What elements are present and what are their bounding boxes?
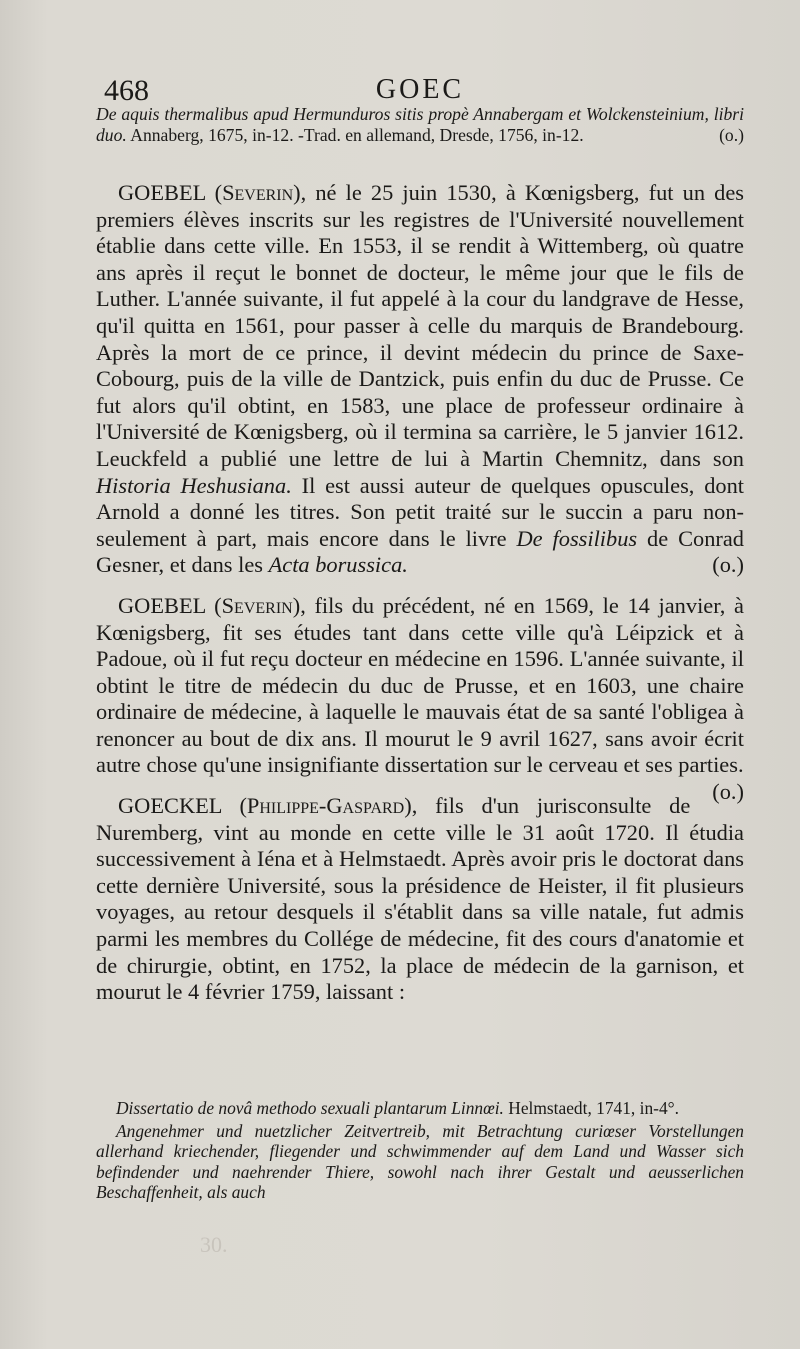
entry-sign: (o.)	[712, 552, 744, 578]
running-head: GOEC	[375, 74, 465, 105]
page-number: 468	[104, 74, 149, 107]
intro-imprint: Annaberg, 1675, in-12. -Trad. en allemand, Dresde, 1756, in-12.	[130, 125, 584, 145]
entry-text: de Conrad Gesner, et dans les	[96, 525, 744, 578]
bibliography-item	[96, 1098, 744, 1119]
entry-forename: Severin	[221, 592, 293, 618]
entries-body	[96, 180, 744, 1006]
intro-citation	[96, 104, 744, 146]
entry-text: Il est aussi auteur de quelques opuscules, dont Arnold a donné les titres. Son petit traité sur le succin a paru non-seulement à part, mais encore dans le livre	[96, 472, 744, 551]
entry-work-title: De fossilibus	[516, 525, 638, 551]
entry-name: GOEBEL	[118, 180, 206, 205]
entry-sign: (o.)	[712, 779, 744, 805]
entry-forename: Philippe-Gaspard	[246, 793, 405, 819]
entry-goebel-severin-senior: GOEBEL (Severin), né le 25 juin 1530, à Kœnigsberg, fut un des premiers élèves inscrits sur les registres de l'Université nouvellement établie dans cette ville. En 1553, il se rendit à Wittemberg, où quatre ans après il reçut le bonnet de docteur, le même jour que le fils de Luther. L'année suivante, il fut appelé à la cour du landgrave de Hesse, qu'il quitta en 1561, pour passer à celle du marquis de Brandebourg. Après la mort de ce prince, il devint médecin du prince de Saxe-Cobourg, puis de la ville de Dantzick, puis enfin du duc de Prusse. Ce fut alors qu'il obtint, en 1583, une place de professeur ordinaire à l'Université de Kœnigsberg, où il termina sa carrière, le 5 janvier 1612. Leuckfeld a publié une lettre de lui à Martin Chemnitz, dans son Historia Heshusiana. Il est aussi auteur de quelques opuscules, dont Arnold a donné les titres. Son petit traité sur le succin a paru non-seulement à part, mais encore dans le livre De fossilibus de Conrad Gesner, et dans les Acta borussica. (o.)	[96, 180, 744, 578]
bib-imprint: Helmstaedt, 1741, in-4°.	[503, 1098, 679, 1118]
bibliography-item	[96, 1121, 744, 1203]
bib-title: Angenehmer und nuetzlicher Zeitvertreib, mit Betrachtung curiœser Vorstellungen allerhand kriechender, fliegender und schwimmender auf dem Land und Wasser sich befindender und naehrender Thiere, sowohl nach ihrer Gestalt und aeusserlichen Beschaffenheit, als auch	[96, 1120, 744, 1202]
entry-work-title: Acta borussica.	[268, 552, 408, 578]
bibliography-list	[96, 1098, 744, 1205]
entry-text: , fils du précédent, né en 1569, le 14 janvier, à Kœnigsberg, fit ses études tant dans cette ville qu'à Léipzick et à Padoue, où il fut reçu docteur en médecine en 1596. L'année suivante, il obtint le titre de médecin du duc de Prusse, et en 1603, une chaire ordinaire de médecine, à laquelle le mauvais état de sa santé l'obligea à renoncer au bout de dix ans. Il mourut le 9 avril 1627, sans avoir écrit autre chose qu'une insignifiante dissertation sur le cerveau et ses parties.	[96, 592, 744, 778]
bib-title: Dissertatio de novâ methodo sexuali plantarum Linnœi.	[116, 1098, 504, 1118]
entry-text: , fils d'un jurisconsulte de Nuremberg, vint au monde en cette ville le 31 août 1720. Il étudia successivement à Iéna et à Helmstaedt. Après avoir pris le doctorat dans cette dernière Université, sous la présidence de Heister, il fit plusieurs voyages, au retour desquels il s'établit dans sa ville natale, fut admis parmi les membres du Collége de médecine, fit des cours d'anatomie et de chirurgie, obtint, en 1752, la place de médecin de la garnison, et mourut le 4 février 1759, laissant :	[96, 793, 744, 1005]
entry-work-title: Historia Heshusiana.	[96, 472, 292, 498]
entry-name: GOECKEL	[118, 793, 222, 819]
entry-forename: Severin	[222, 180, 294, 205]
bleed-through-mark: 30.	[200, 1232, 228, 1257]
entry-text: , né le 25 juin 1530, à Kœnigsberg, fut un des premiers élèves inscrits sur les registres de l'Université nouvellement établie dans cette ville. En 1553, il se rendit à Wittemberg, où quatre ans après il reçut le bonnet de docteur, le même jour que le fils de Luther. L'année suivante, il fut appelé à la cour du landgrave de Hesse, qu'il quitta en 1561, pour passer à celle du marquis de Brandebourg. Après la mort de ce prince, il devint médecin du prince de Saxe-Cobourg, puis de la ville de Dantzick, puis enfin du duc de Prusse. Ce fut alors qu'il obtint, en 1583, une place de professeur ordinaire à l'Université de Kœnigsberg, où il termina sa carrière, le 5 janvier 1612. Leuckfeld a publié une lettre de lui à Martin Chemnitz, dans son	[96, 180, 744, 471]
entry-name: GOEBEL	[118, 592, 206, 618]
intro-sign: (o.)	[719, 125, 744, 145]
entry-goeckel: GOECKEL (Philippe-Gaspard), fils d'un jurisconsulte de Nuremberg, vint au monde en cette ville le 31 août 1720. Il étudia successivement à Iéna et à Helmstaedt. Après avoir pris le doctorat dans cette dernière Université, sous la présidence de Heister, il fit plusieurs voyages, au retour desquels il s'établit dans sa ville natale, fut admis parmi les membres du Collége de médecine, fit des cours d'anatomie et de chirurgie, obtint, en 1752, la place de médecin de la garnison, et mourut le 4 février 1759, laissant :	[96, 793, 744, 1005]
intro-title: De aquis thermalibus apud Hermunduros sitis propè Annabergam et Wolckensteinium, libri duo.	[96, 104, 744, 145]
entry-goebel-severin-junior: GOEBEL (Severin), fils du précédent, né en 1569, le 14 janvier, à Kœnigsberg, fit ses études tant dans cette ville qu'à Léipzick et à Padoue, où il fut reçu docteur en médecine en 1596. L'année suivante, il obtint le titre de médecin du duc de Prusse, et en 1603, une chaire ordinaire de médecine, à laquelle le mauvais état de sa santé l'obligea à renoncer au bout de dix ans. Il mourut le 9 avril 1627, sans avoir écrit autre chose qu'une insignifiante dissertation sur le cerveau et ses parties. (o.)	[96, 592, 744, 805]
